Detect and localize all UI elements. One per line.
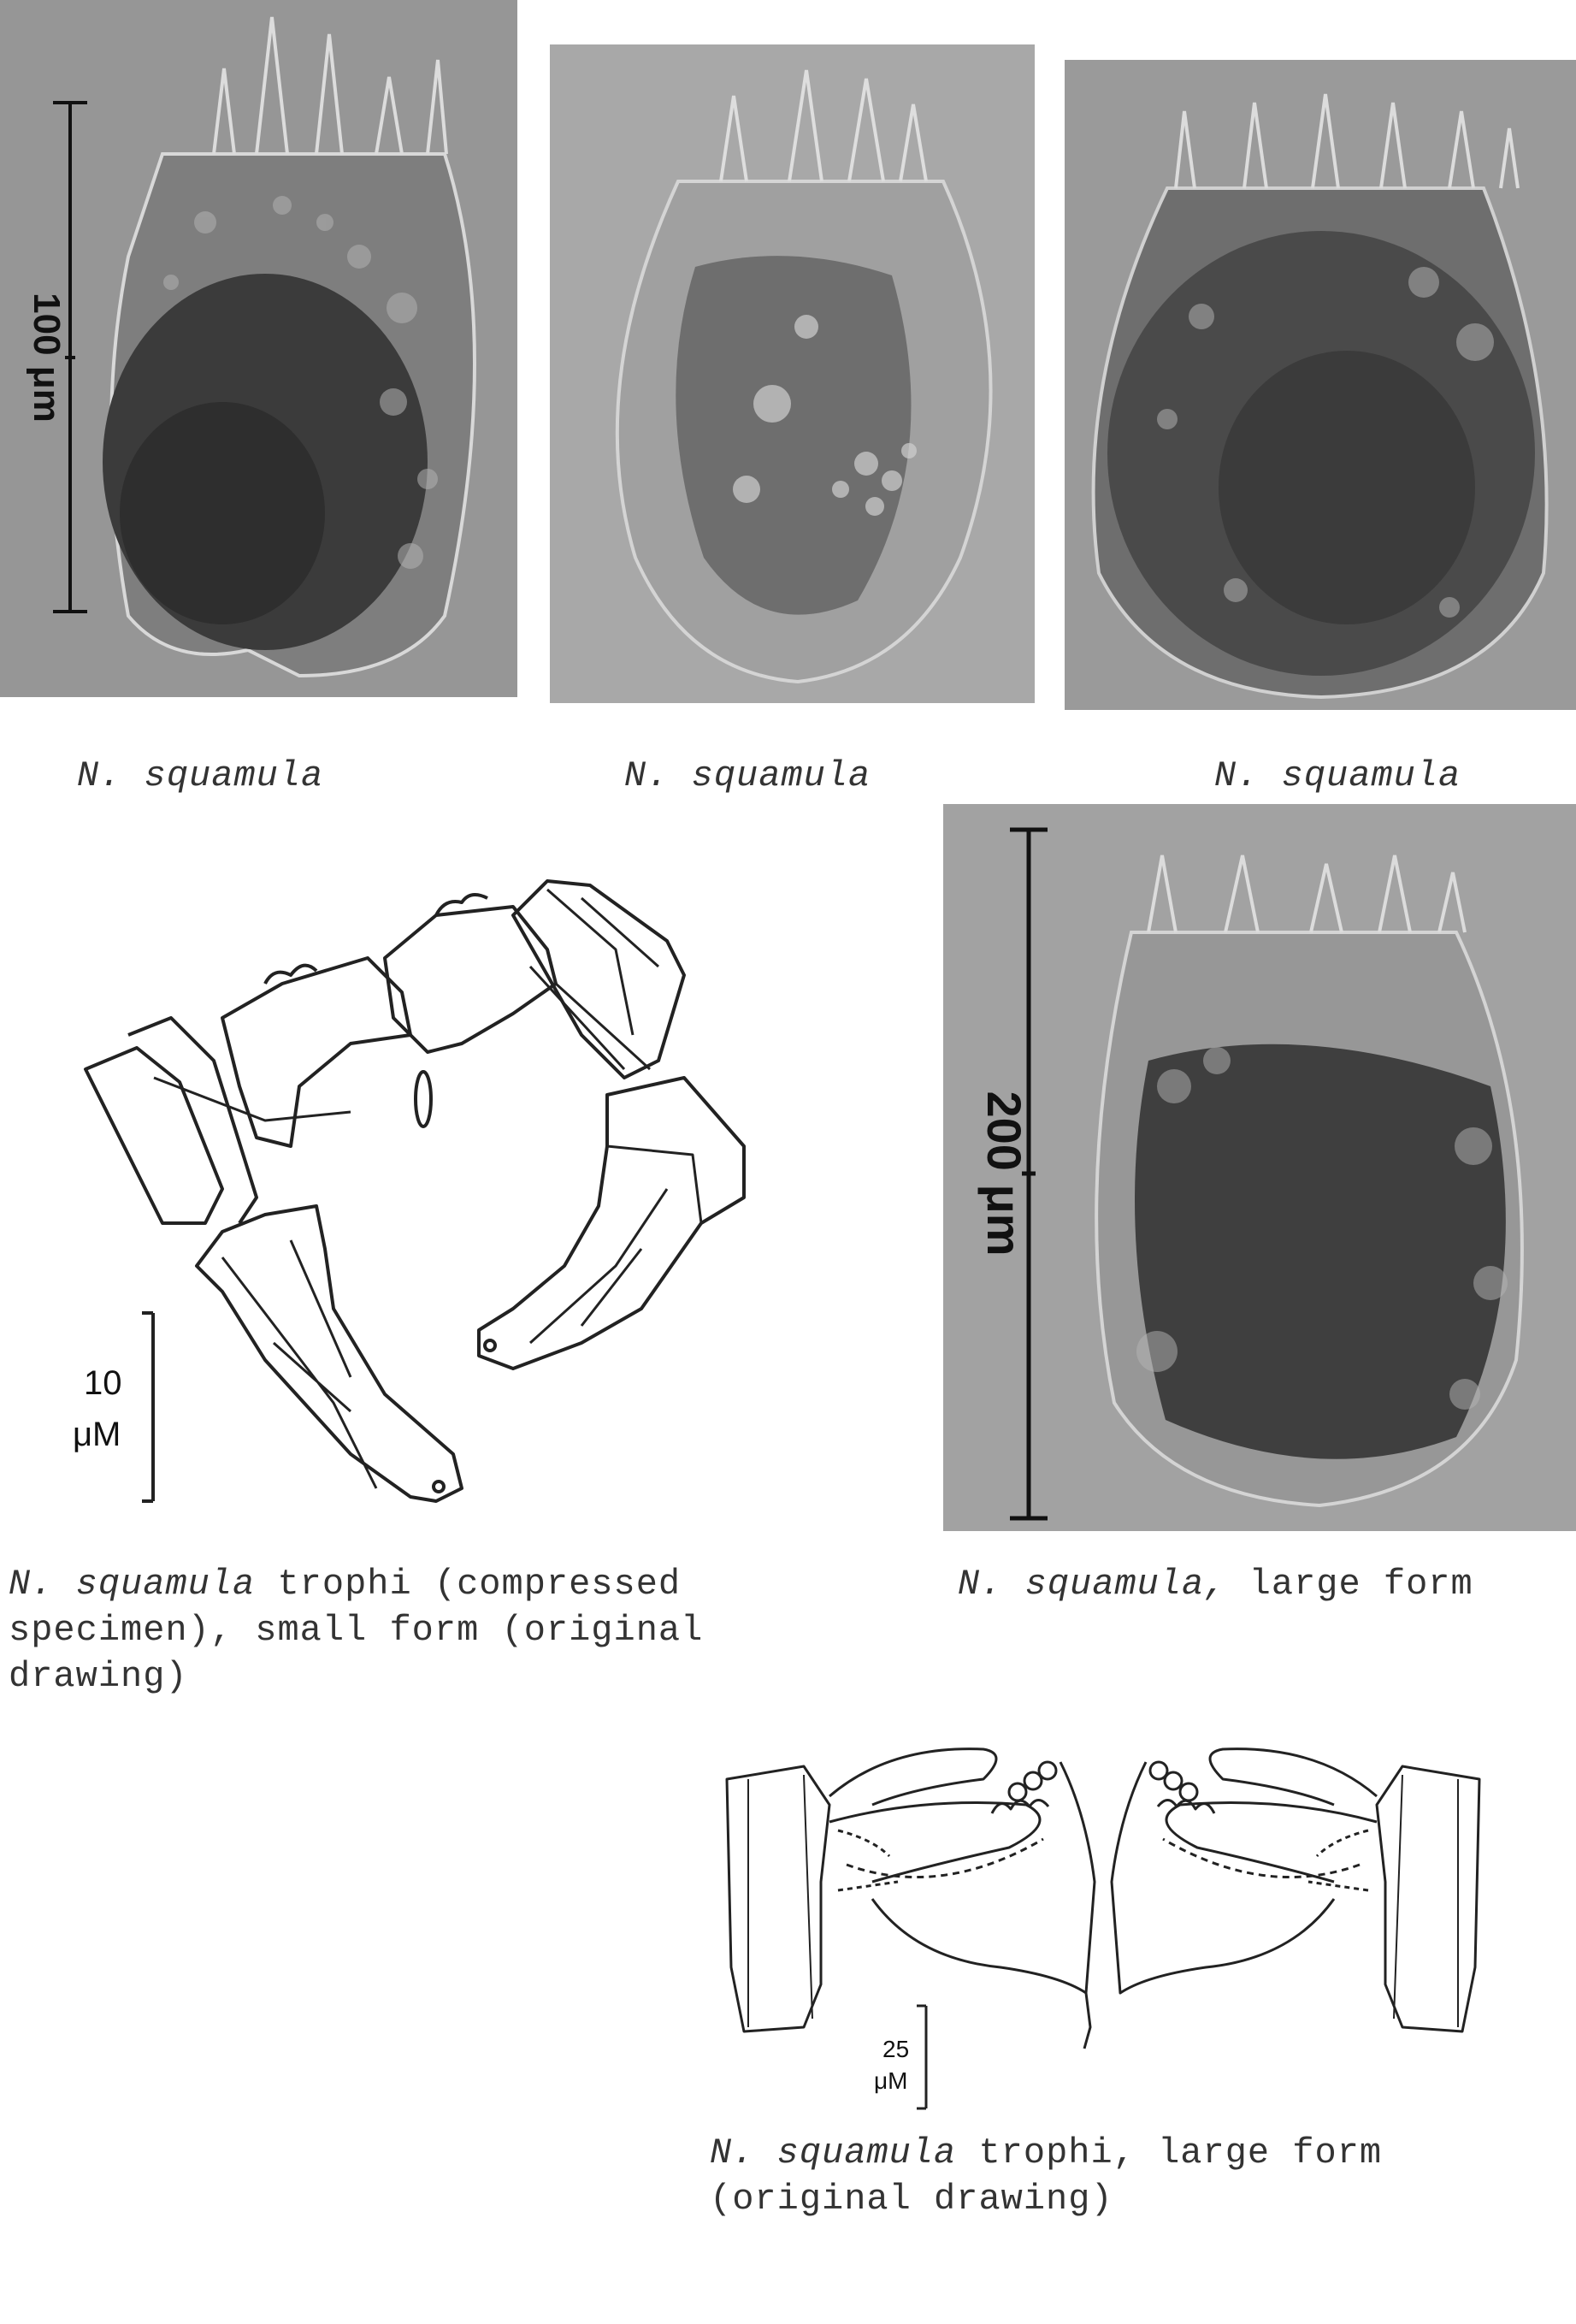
scale-bar-25 bbox=[874, 2006, 926, 2108]
scale-value-25: 25 bbox=[882, 2036, 910, 2062]
scale-bar-10 bbox=[73, 1313, 153, 1501]
trophi-drawing-small-form bbox=[68, 864, 753, 1523]
micrograph-4-large-form bbox=[943, 804, 1576, 1531]
caption-3: N. squamula bbox=[1214, 755, 1461, 796]
caption-4: N. squamula trophi (compressed specimen), small form (original drawing) bbox=[9, 1564, 704, 1697]
scale-value-10: 10 bbox=[84, 1364, 122, 1402]
caption-5: N. squamula, large form bbox=[958, 1564, 1473, 1605]
caption-2: N. squamula bbox=[624, 755, 871, 796]
caption-1: N. squamula bbox=[77, 755, 324, 796]
micrograph-2 bbox=[550, 44, 1035, 703]
scale-unit-25: μM bbox=[874, 2067, 908, 2094]
scale-label-200: 200 μm bbox=[977, 1091, 1031, 1257]
scale-unit-10: μM bbox=[73, 1416, 121, 1453]
caption-6: N. squamula trophi, large form (original drawing) bbox=[710, 2132, 1383, 2220]
trophi-drawing-large-form bbox=[701, 1711, 1505, 2121]
micrograph-1 bbox=[0, 0, 517, 697]
scale-label-100: 100 μm bbox=[26, 293, 68, 423]
micrograph-3 bbox=[1065, 60, 1576, 710]
